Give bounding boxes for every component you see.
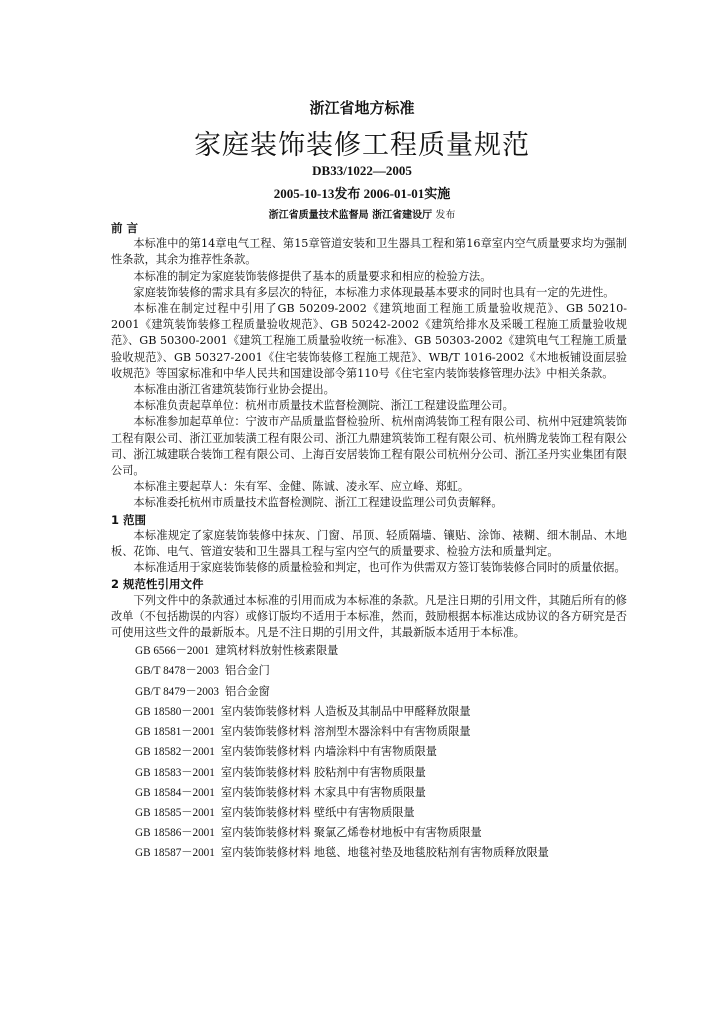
reference-title: 室内装饰装修材料 地毯、地毯衬垫及地毯胶粘剂有害物质释放限量 [220,846,549,860]
reference-code: GB 18585－2001 [135,806,215,819]
reference-title: 室内装饰装修材料 内墙涂料中有害物质限量 [220,745,437,759]
reference-title: 室内装饰装修材料 溶剂型木器涂料中有害物质限量 [220,725,471,739]
reference-item [111,803,627,823]
section-heading-scope: 1 范围 [111,512,147,527]
paragraph: 本标准负责起草单位：杭州市质量技术监督检测院、浙江工程建设监理公司。 [133,399,514,413]
reference-title: 室内装饰装修材料 木家具中有害物质限量 [220,785,426,799]
reference-item [111,763,627,783]
reference-item [111,682,627,702]
issuer-line [0,206,724,221]
paragraph: 本标准中的第14章电气工程、第15章管道安装和卫生器具工程和第16章室内空气质量要求均为强制性条款，其余为推荐性条款。 [111,237,627,267]
issue-dates: 2005-10-13发布 2006-01-01实施 [273,186,451,201]
reference-code: GB 18582－2001 [135,746,215,759]
issuer-suffix: 发布 [432,210,456,221]
paragraph: 本标准的制定为家庭装饰装修提供了基本的质量要求和相应的检验方法。 [133,269,492,283]
reference-title: 铝合金门 [225,664,270,678]
reference-title: 铝合金窗 [225,684,270,698]
reference-item [111,823,627,843]
reference-code: GB 6566－2001 [135,645,210,658]
paragraph: 下列文件中的条款通过本标准的引用而成为本标准的条款。凡是注日期的引用文件，其随后所有的修改单（不包括勘误的内容）或修订版均不适用于本标准，然而，鼓励根据本标准达成协议的各方研究是否可使用这些文件的最新版本。凡是不注日期的引用文件，其最新版本适用于本标准。 [111,593,627,640]
paragraph: 本标准规定了家庭装饰装修中抹灰、门窗、吊顶、轻质隔墙、镶贴、涂饰、裱糊、细木制品、木地板、花饰、电气、管道安装和卫生器具工程与室内空气的质量要求、检验方法和质量判定。 [111,528,627,559]
reference-title: 建筑材料放射性核素限量 [215,644,339,658]
reference-code: GB 18580－2001 [135,705,215,718]
reference-list [111,641,627,863]
issuer-names: 浙江省质量技术监督局 浙江省建设厅 [268,210,433,221]
section-heading-references: 2 规范性引用文件 [111,577,204,592]
reference-item [111,742,627,762]
paragraph: 家庭装饰装修的需求具有多层次的特征，本标准力求体现最基本要求的同时也具有一定的先进性。 [133,285,615,299]
reference-code: GB/T 8479－2003 [135,685,220,698]
reference-code: GB/T 8478－2003 [135,665,220,678]
reference-item [111,783,627,803]
paragraph: 本标准在制定过程中引用了GB 50209-2002《建筑地面工程施工质量验收规范》、GB 50210-2001《建筑装饰装修工程质量验收规范》、GB 50242-2002《建筑给排水及采暖工程施工质量验收规范》、GB 50300-2001《建筑工程施工质量验收统一标准》、GB 50303-2002《建筑电气工程施工质量验收规范》、GB 50327-2001《住宅装饰装修工程施工规范》、WB/T 1016-2002《木地板铺设面层验收规范》等国家标准和中华人民共和国建设部令第110号《住宅室内装饰装修管理办法》中相关条款。 [111,302,627,380]
reference-code: GB 18586－2001 [135,827,215,840]
paragraph: 本标准适用于家庭装饰装修的质量检验和判定，也可作为供需双方签订装饰装修合同时的质量依据。 [133,561,626,575]
foreword-heading: 前 言 [111,221,139,235]
paragraph: 本标准由浙江省建筑装饰行业协会提出。 [133,383,335,397]
reference-item [111,722,627,742]
paragraph: 本标准主要起草人：朱有军、金健、陈诚、凌永军、应立峰、郑虹。 [133,480,470,494]
reference-item [111,702,627,722]
standard-category: 浙江省地方标准 [309,99,415,117]
reference-item [111,843,627,863]
reference-title: 室内装饰装修材料 胶粘剂中有害物质限量 [220,765,426,779]
reference-item [111,641,627,661]
standard-code: DB33/1022—2005 [312,163,412,178]
paragraph: 本标准参加起草单位：宁波市产品质量监督检验所、杭州南鸿装饰工程有限公司、杭州中冠建筑装饰工程有限公司、浙江亚加装潢工程有限公司、浙江九鼎建筑装饰工程有限公司、杭州腾龙装饰工程有限公司、浙江城建联合装饰工程有限公司、上海百安居装饰工程有限公司杭州分公司、浙江圣丹实业集团有限公司。 [111,415,627,478]
reference-code: GB 18583－2001 [135,766,215,779]
reference-code: GB 18587－2001 [135,847,215,860]
reference-code: GB 18584－2001 [135,786,215,799]
reference-title: 室内装饰装修材料 壁纸中有害物质限量 [220,805,415,819]
reference-title: 室内装饰装修材料 聚氯乙烯卷材地板中有害物质限量 [220,826,482,840]
reference-code: GB 18581－2001 [135,726,215,739]
reference-title: 室内装饰装修材料 人造板及其制品中甲醛释放限量 [220,704,471,718]
document-body [111,220,627,864]
reference-item [111,661,627,681]
paragraph: 本标准委托杭州市质量技术监督检测院、浙江工程建设监理公司负责解释。 [133,496,503,510]
document-title: 家庭装饰装修工程质量规范 [194,130,530,161]
